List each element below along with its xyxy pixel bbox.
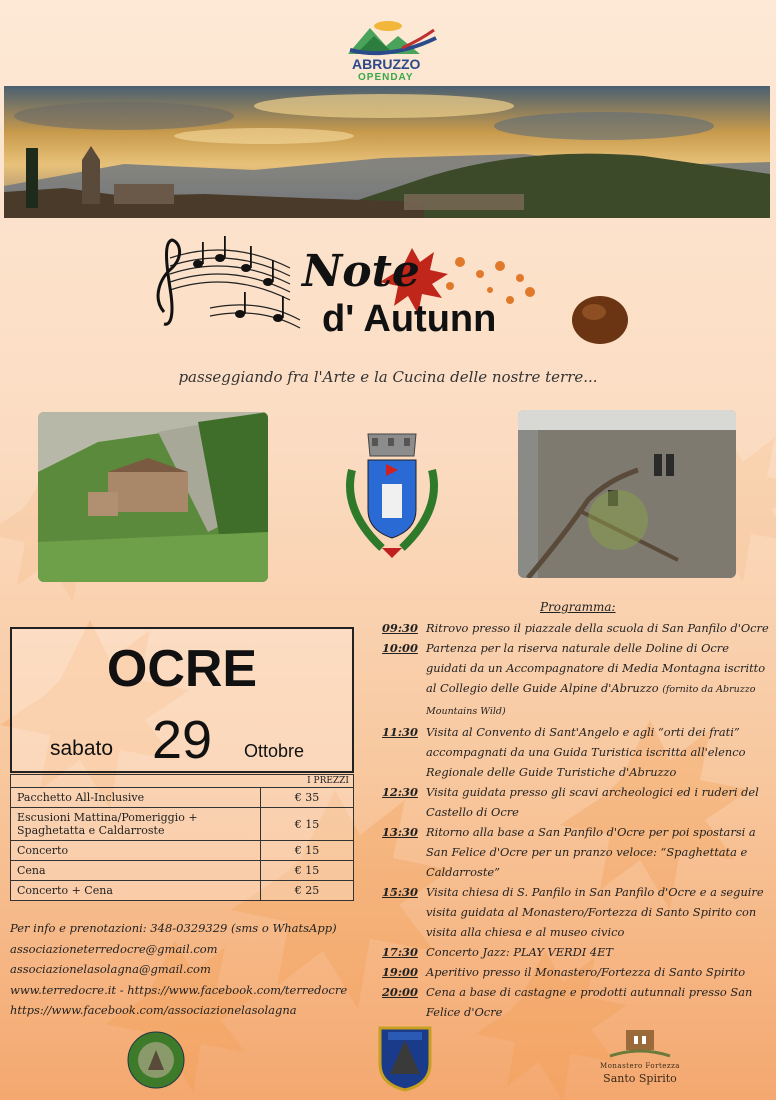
chestnut-icon: [572, 296, 628, 344]
contact-phone: Per info e prenotazioni: 348-0329329 (sms o WhatsApp): [10, 921, 337, 935]
table-row: [11, 881, 354, 901]
table-row: [11, 861, 354, 881]
price-item: Concerto: [11, 841, 261, 861]
program-time: 09:30: [382, 621, 418, 635]
program-item: [382, 962, 772, 982]
contact-web-2[interactable]: https://www.facebook.com/associazionelasolagna: [10, 1003, 297, 1017]
contact-web-1[interactable]: www.terredocre.it - https://www.facebook.com/terredocre: [10, 982, 348, 997]
contact-email-1[interactable]: associazioneterredocre@gmail.com: [10, 941, 218, 956]
monastery-big-label: Santo Spirito: [603, 1072, 677, 1085]
convent-photo: [38, 412, 268, 582]
price-item: Pacchetto All-Inclusive: [11, 788, 261, 808]
program-title: Programma:: [540, 600, 616, 614]
program-text: Visita guidata presso gli scavi archeologici ed i ruderi del Castello di Ocre: [426, 785, 759, 819]
table-row: [11, 808, 354, 841]
contact-email-2[interactable]: associazionelasolagna@gmail.com: [10, 962, 211, 976]
table-row: [11, 841, 354, 861]
price-value: € 15: [261, 861, 354, 881]
logo-line1: ABRUZZO: [352, 56, 421, 72]
event-weekday: sabato: [50, 737, 114, 760]
program-text: Visita chiesa di S. Panfilo in San Panfilo d'Ocre e a seguire visita guidata al Monastero/Fortezza di Santo Spirito con visita alla chiesa e al museo civico: [426, 885, 764, 939]
title-autumn: d' Autunn: [322, 298, 497, 340]
monastery-small-label: Monastero Fortezza: [600, 1062, 680, 1070]
price-value: € 15: [261, 841, 354, 861]
program-text: Cena a base di castagne e prodotti autunnali presso San Felice d'Ocre: [426, 985, 753, 1019]
program-time: 10:00: [382, 641, 418, 655]
price-value: € 35: [261, 788, 354, 808]
program-item: [382, 882, 772, 942]
prices-table: [10, 774, 354, 901]
title-note: Note: [302, 246, 420, 297]
program-item: [382, 782, 772, 822]
program-text: Ritorno alla base a San Panfilo d'Ocre per poi spostarsi a San Felice d'Ocre per un pranzo veloce: “Spaghettata e Caldarroste”: [426, 825, 756, 879]
program-item: [382, 618, 772, 638]
contact-info: [10, 918, 370, 1021]
program-text: Concerto Jazz: PLAY VERDI 4ET: [426, 945, 614, 959]
castle-photo: [518, 410, 736, 578]
program-time: 17:30: [382, 945, 418, 959]
association-seal-logo: [126, 1030, 186, 1090]
program-item: [382, 722, 772, 782]
program-text: Ritrovo presso il piazzale della scuola di San Panfilo d'Ocre: [426, 621, 769, 635]
price-value: € 15: [261, 808, 354, 841]
logo-line2: OPENDAY: [358, 72, 414, 83]
program-time: 13:30: [382, 825, 418, 839]
abruzzo-openday-logo: [340, 20, 440, 88]
program-time: 12:30: [382, 785, 418, 799]
program-text: Partenza per la riserva naturale delle Doline di Ocre guidati da un Accompagnatore di Media Montagna iscritto al Collegio delle Guide Alpine d'Abruzzo: [426, 641, 766, 695]
program-item: [382, 822, 772, 882]
prices-header: I PREZZI: [11, 775, 354, 788]
event-title: [150, 228, 640, 358]
event-date-box: [10, 627, 354, 773]
price-item: Cena: [11, 861, 261, 881]
event-place: OCRE: [106, 640, 258, 698]
program-time: 11:30: [382, 725, 418, 739]
price-item: Escusioni Mattina/Pomeriggio + Spaghetatta e Caldarroste: [11, 808, 261, 841]
program-time: 15:30: [382, 885, 418, 899]
program-item: [382, 942, 772, 962]
program-item: [382, 638, 772, 722]
price-value: € 25: [261, 881, 354, 901]
treble-clef-icon: [158, 240, 180, 324]
program-list: [382, 618, 772, 1022]
municipal-coat-of-arms: [342, 430, 442, 564]
event-month: Ottobre: [244, 741, 305, 761]
terre-docre-shield-logo: [378, 1024, 432, 1092]
santo-spirito-logo: [590, 1028, 690, 1092]
price-item: Concerto + Cena: [11, 881, 261, 901]
program-note: (fornito da Abruzzo Mountains Wild): [426, 684, 756, 717]
program-item: [382, 982, 772, 1022]
program-text: Visita al Convento di Sant'Angelo e agli “orti dei frati” accompagnati da una Guida Turistica iscritta all'elenco Regionale delle Guide Turistiche d'Abruzzo: [426, 725, 746, 779]
program-text: Aperitivo presso il Monastero/Fortezza di Santo Spirito: [426, 965, 746, 979]
subtitle: passeggiando fra l'Arte e la Cucina delle nostre terre...: [178, 368, 598, 386]
table-row: [11, 788, 354, 808]
program-time: 20:00: [382, 985, 418, 999]
event-day: 29: [152, 710, 213, 770]
program-time: 19:00: [382, 965, 418, 979]
landscape-banner: [4, 86, 770, 218]
